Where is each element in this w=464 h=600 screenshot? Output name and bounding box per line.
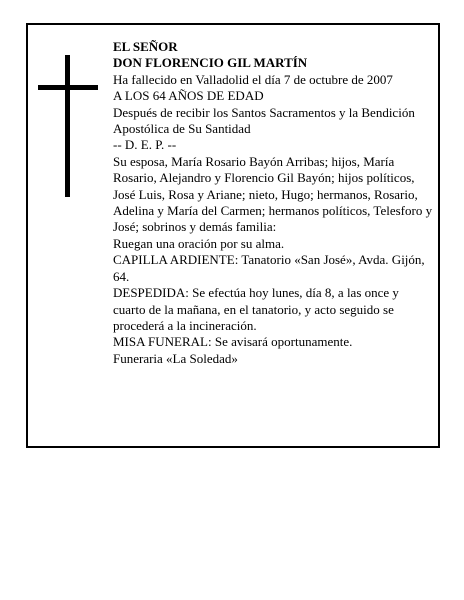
deceased-title: EL SEÑOR (113, 39, 178, 54)
death-line: Ha fallecido en Valladolid el día 7 de octubre de 2007 (113, 71, 393, 87)
mass-line: MISA FUNERAL: Se avisará oportunamente. (113, 334, 353, 350)
sacraments-line: Después de recibir los Santos Sacramentos y la Bendición Apostólica de Su Santidad (113, 104, 415, 137)
family-paragraph: Su esposa, María Rosario Bayón Arribas; hijos, María Rosario, Alejandro y Florencio Gil Bayón; hijos políticos, José Luis, Rosa y Ariane; nieto, Hugo; hermanos, Rosario, Adelina y María del Carmen; hermanos políticos, Telesforo y José; sobrinos y demás familia: (113, 153, 433, 235)
prayer-line: Ruegan una oración por su alma. (113, 235, 285, 251)
cross-icon (38, 55, 98, 197)
funeral-home-line: Funeraria «La Soledad» (113, 350, 238, 366)
chapel-line: CAPILLA ARDIENTE: Tanatorio «San José», Avda. Gijón, 64. (113, 252, 425, 284)
farewell-line: DESPEDIDA: Se efectúa hoy lunes, día 8, a las once y cuarto de la mañana, en el tanatorio, y acto seguido se procederá a la incineración. (113, 285, 399, 333)
cross-horizontal-bar (38, 85, 98, 90)
cross-vertical-bar (65, 55, 70, 197)
deceased-name: DON FLORENCIO GIL MARTÍN (113, 55, 308, 71)
rip-line: -- D. E. P. -- (113, 137, 177, 153)
age-line: A LOS 64 AÑOS DE EDAD (113, 88, 264, 104)
obituary-text (113, 39, 433, 367)
